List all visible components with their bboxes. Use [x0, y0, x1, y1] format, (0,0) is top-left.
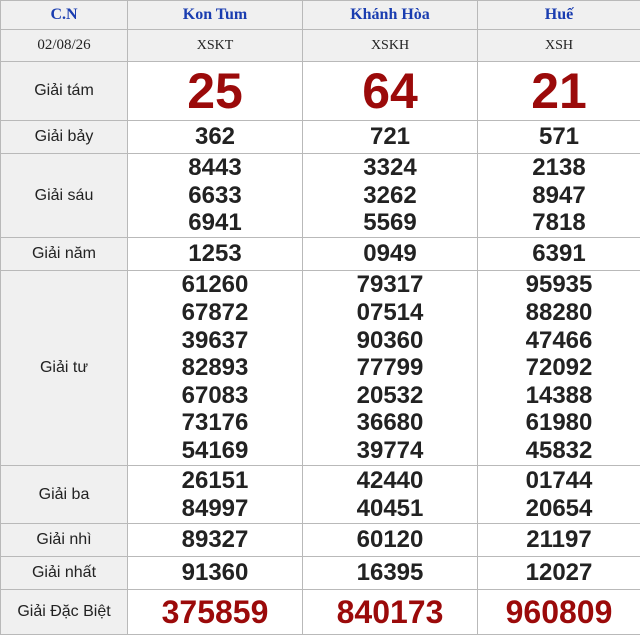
- prize-cell-g5-khanh-hoa: [303, 238, 478, 271]
- prize-cell-g6-hue: [478, 154, 640, 238]
- prize-cell-g5-kon-tum: [128, 238, 303, 271]
- prize-number: 88280: [478, 299, 640, 327]
- prize-cell-g1-khanh-hoa: [303, 557, 478, 590]
- prize-number: 79317: [303, 271, 477, 299]
- prize-label-db: Giải Đặc Biệt: [1, 590, 128, 635]
- prize-number: 60120: [303, 526, 477, 554]
- prize-number: 01744: [478, 467, 640, 495]
- province-name-hue[interactable]: Huế: [478, 1, 640, 30]
- prize-number: 36680: [303, 409, 477, 437]
- prize-number: 42440: [303, 467, 477, 495]
- prize-number: 840173: [303, 595, 477, 629]
- prize-number: 7818: [478, 209, 640, 237]
- prize-cell-g4-khanh-hoa: [303, 271, 478, 466]
- prize-number: 6633: [128, 182, 302, 210]
- prize-cell-g7-khanh-hoa: [303, 121, 478, 154]
- prize-number: 54169: [128, 437, 302, 465]
- prize-number: 95935: [478, 271, 640, 299]
- prize-number: 73176: [128, 409, 302, 437]
- prize-number: 21: [478, 63, 640, 119]
- prize-number: 77799: [303, 354, 477, 382]
- prize-number: 375859: [128, 595, 302, 629]
- prize-number: 1253: [128, 240, 302, 268]
- prize-number: 2138: [478, 154, 640, 182]
- prize-number: 64: [303, 63, 477, 119]
- prize-number: 3324: [303, 154, 477, 182]
- prize-label-g7: Giải bảy: [1, 121, 128, 154]
- prize-row-g6: [1, 154, 640, 238]
- prize-label-g3: Giải ba: [1, 466, 128, 524]
- prize-number: 91360: [128, 559, 302, 587]
- prize-number: 89327: [128, 526, 302, 554]
- prize-number: 6941: [128, 209, 302, 237]
- prize-number: 07514: [303, 299, 477, 327]
- prize-cell-g7-kon-tum: [128, 121, 303, 154]
- prize-number: 61260: [128, 271, 302, 299]
- draw-date: 02/08/26: [1, 30, 128, 62]
- prize-cell-g5-hue: [478, 238, 640, 271]
- prize-cell-g2-khanh-hoa: [303, 524, 478, 557]
- prize-cell-g2-hue: [478, 524, 640, 557]
- prize-number: 362: [128, 123, 302, 151]
- prize-label-g2: Giải nhì: [1, 524, 128, 557]
- prize-number: 12027: [478, 559, 640, 587]
- prize-number: 67872: [128, 299, 302, 327]
- prize-cell-g6-kon-tum: [128, 154, 303, 238]
- prize-number: 0949: [303, 240, 477, 268]
- header-row-codes: [1, 30, 640, 62]
- prize-label-g8: Giải tám: [1, 62, 128, 121]
- prize-number: 26151: [128, 467, 302, 495]
- prize-cell-g4-kon-tum: [128, 271, 303, 466]
- prize-label-g5: Giải năm: [1, 238, 128, 271]
- prize-cell-g3-kon-tum: [128, 466, 303, 524]
- prize-cell-g6-khanh-hoa: [303, 154, 478, 238]
- day-of-week: C.N: [1, 1, 128, 30]
- prize-number: 20532: [303, 382, 477, 410]
- prize-row-db: [1, 590, 640, 635]
- prize-label-g4: Giải tư: [1, 271, 128, 466]
- prize-cell-g7-hue: [478, 121, 640, 154]
- prize-cell-g8-hue: [478, 62, 640, 121]
- prize-cell-g1-hue: [478, 557, 640, 590]
- prize-row-g3: [1, 466, 640, 524]
- prize-number: 3262: [303, 182, 477, 210]
- prize-row-g7: [1, 121, 640, 154]
- prize-row-g4: [1, 271, 640, 466]
- prize-cell-g8-khanh-hoa: [303, 62, 478, 121]
- prize-number: 61980: [478, 409, 640, 437]
- prize-row-g1: [1, 557, 640, 590]
- prize-cell-db-kon-tum: [128, 590, 303, 635]
- header-row-provinces: [1, 1, 640, 30]
- prize-cell-g2-kon-tum: [128, 524, 303, 557]
- prize-number: 8443: [128, 154, 302, 182]
- prize-number: 40451: [303, 495, 477, 523]
- prize-number: 72092: [478, 354, 640, 382]
- prize-number: 25: [128, 63, 302, 119]
- province-name-kon-tum[interactable]: Kon Tum: [128, 1, 303, 30]
- province-code-kon-tum: XSKT: [128, 30, 303, 62]
- prize-row-g5: [1, 238, 640, 271]
- prize-number: 960809: [478, 595, 640, 629]
- prize-number: 39774: [303, 437, 477, 465]
- province-name-khanh-hoa[interactable]: Khánh Hòa: [303, 1, 478, 30]
- prize-number: 16395: [303, 559, 477, 587]
- prize-label-g1: Giải nhất: [1, 557, 128, 590]
- prize-number: 82893: [128, 354, 302, 382]
- prize-cell-g3-khanh-hoa: [303, 466, 478, 524]
- prize-number: 67083: [128, 382, 302, 410]
- prize-cell-db-hue: [478, 590, 640, 635]
- prize-cell-g4-hue: [478, 271, 640, 466]
- prize-number: 21197: [478, 526, 640, 554]
- prize-row-g8: [1, 62, 640, 121]
- prize-cell-g1-kon-tum: [128, 557, 303, 590]
- prize-number: 8947: [478, 182, 640, 210]
- prize-number: 84997: [128, 495, 302, 523]
- prize-number: 90360: [303, 327, 477, 355]
- prize-number: 14388: [478, 382, 640, 410]
- province-code-hue: XSH: [478, 30, 640, 62]
- province-code-khanh-hoa: XSKH: [303, 30, 478, 62]
- prize-cell-g8-kon-tum: [128, 62, 303, 121]
- prize-cell-db-khanh-hoa: [303, 590, 478, 635]
- prize-number: 6391: [478, 240, 640, 268]
- prize-number: 571: [478, 123, 640, 151]
- prize-label-g6: Giải sáu: [1, 154, 128, 238]
- prize-number: 47466: [478, 327, 640, 355]
- prize-number: 39637: [128, 327, 302, 355]
- prize-number: 5569: [303, 209, 477, 237]
- prize-cell-g3-hue: [478, 466, 640, 524]
- prize-number: 45832: [478, 437, 640, 465]
- prize-number: 721: [303, 123, 477, 151]
- prize-number: 20654: [478, 495, 640, 523]
- prize-row-g2: [1, 524, 640, 557]
